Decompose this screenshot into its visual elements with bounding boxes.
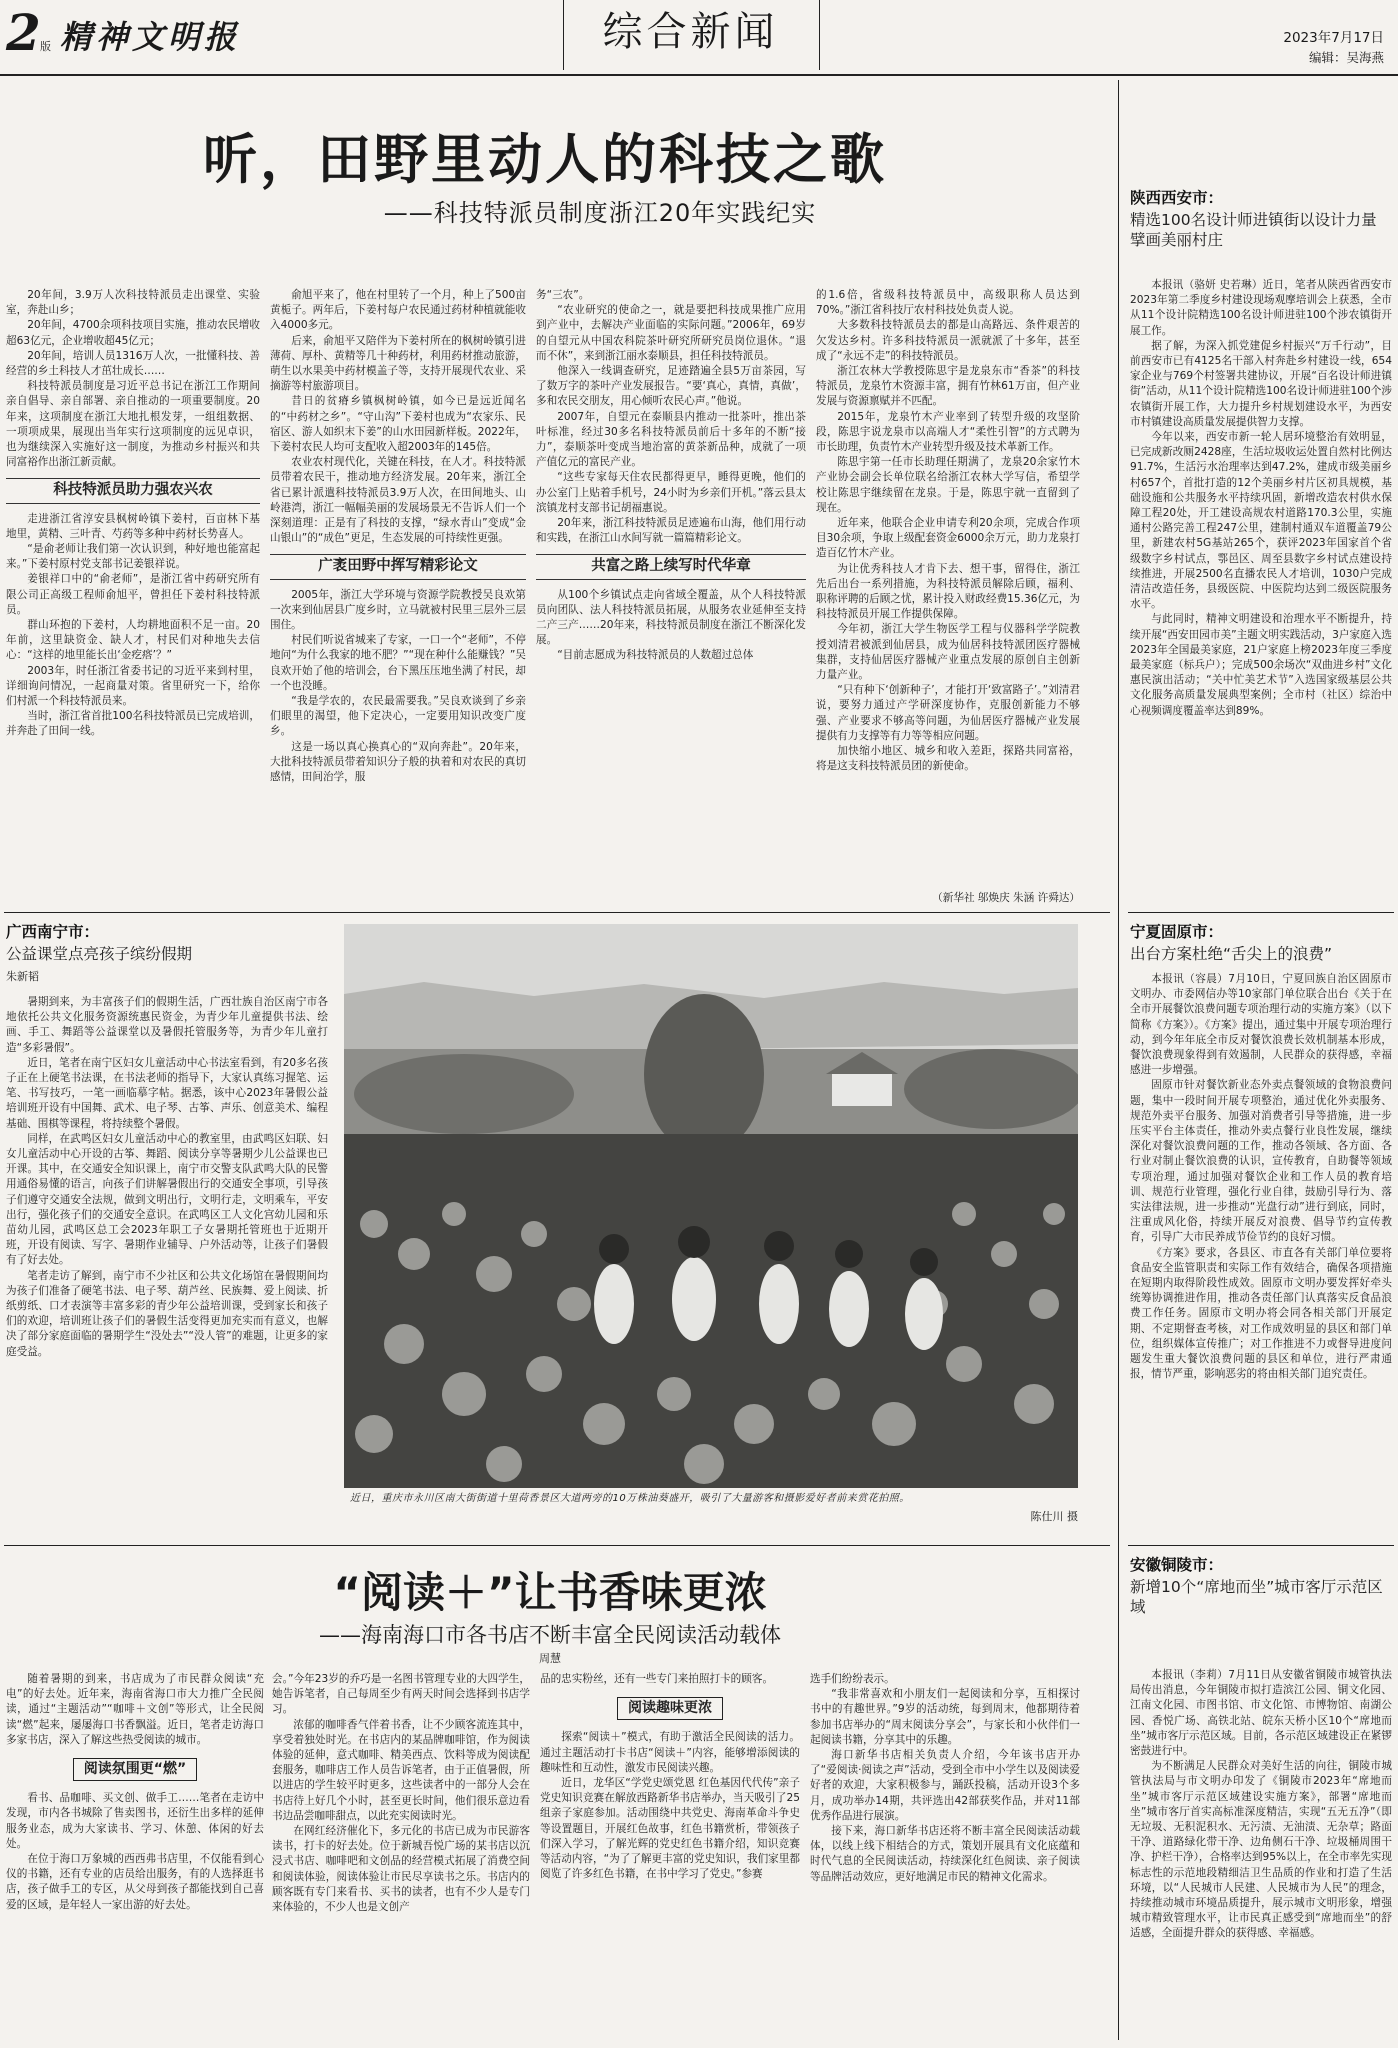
anhui-subtitle: 新增10个“席地而坐”城市客厅示范区域 <box>1130 1578 1383 1616</box>
lead-c3-p1: 务“三农”。 <box>536 289 590 301</box>
shaanxi-p4: 与此同时，精神文明建设和治理水平不断提升，持续开展“西安田园市美”主题文明实践活动，3户家庭入选2023年全国最美家庭，21户家庭上榜2023年度三季度最美家庭（标兵户）；完成500余场次“双曲进乡村”文化惠民演出活动；“关中忙美艺术节”入选国家级基层公共文化服务高质量发展典型案例；全市村（社区）综治中心视频调度覆盖率达到89%。 <box>1130 613 1392 717</box>
masthead <box>0 0 1398 78</box>
ningxia-p3: 《方案》要求，各县区、市直各有关部门单位要将食品安全监管职责和实际工作有效结合，确保各项措施在短期内取得阶段性成效。固原市文明办要发挥好牵头统筹协调推进作用，推动各责任部门认真落实反食品浪费工作任务。固原市文明办将会同各相关部门开展定期、不定期督查考核，对工作成效明显的县区和部门单位，组织媒体宣传推广；对工作推进不力或督导进度问题发生重大餐饮浪费问题的县区和单位，进行严肃通报，情节严重，影响恶劣的将由相关部门追究责任。 <box>1130 1246 1392 1381</box>
lead-c2-p4: 农业农村现代化，关键在科技，在人才。科技特派员带着农民干，推动地方经济发展。20年来，浙江全省已累计派遣科技特派员3.9万人次，在田间地头、山岭港湾，浙江一幅幅美丽的发展场景无不告诉人们一个深刻道理：正是有了科技的支撑，“绿水青山”变成“金山银山”的“成色”更足，生态发展的可持续性更强。 <box>270 456 526 545</box>
lead-subhead-3: 共富之路上续写时代华章 <box>536 554 806 579</box>
anhui-p2: 为不断满足人民群众对美好生活的向往，铜陵市城管执法局与市文明办印发了《铜陵市2023年“席地而坐”城市客厅示范区域建设实施方案》，部署“席地而坐”城市客厅首实高标准深度精洁，实现“五无五净”（即无垃圾、无积泥积水、无污渍、无油渍、无杂草；路面干净、道路绿化带干净、边角侧石干净、垃圾桶周围干净、护栏干净），合格率达到95%以上，在全市率先实现标志性的示范地段精细洁卫生品质的作业和打造了生活环境，以“人民城市人民建、人民城市为人民”的理念，持续推动城市环境品质提升，展示城市文明形象，增强城市精致管理水平，让市民真正感受到“席地而坐”的舒适感，全面提升群众的获得感、幸福感。 <box>1130 1760 1392 1940</box>
lead-c3-p2: “农业研究的使命之一，就是要把科技成果推广应用到产业中，去解决产业面临的实际问题。”2006年，69岁的自望元从中国农科院茶叶研究所研究员岗位退休。“退而不休”，来到浙江丽水泰顺县，担任科技特派员。 <box>536 304 806 362</box>
anhui-body <box>1130 1668 1392 2042</box>
section-title: 综合新闻 <box>602 9 779 55</box>
photo-caption: 近日，重庆市永川区南大街街道十里荷香景区大道两旁的10万株油葵盛开，吸引了大量游客和摄影爱好者前来赏花拍照。 <box>350 1493 910 1504</box>
shaanxi-title: 陕西西安市： <box>1130 189 1224 207</box>
sidebar-divider-1 <box>1128 912 1394 913</box>
reading-column-1 <box>6 1672 264 2042</box>
anhui-title: 安徽铜陵市： <box>1130 1556 1224 1574</box>
lead-c2b-p4: 这是一场以真心换真心的“双向奔赴”。20年来，大批科技特派员带着知识分子般的执着和对农民的真切感情，田间治学，服 <box>270 740 526 784</box>
lead-c4-p1: 的1.6倍，省级科技特派员中，高级职称人员达到70%。”浙江省科技厅农村科技处负责人说。 <box>816 289 1080 317</box>
shaanxi-p1: 本报讯（骆妍 史若琳）近日，笔者从陕西省西安市2023年第二季度乡村建设现场观摩培训会上获悉，全市从11个设计院精选100名设计师进驻100个涉农镇街开展工作。 <box>1130 279 1392 337</box>
lead-title: 听，田野里动人的科技之歌 <box>203 128 887 191</box>
lead-column-1 <box>6 288 260 908</box>
lead-c3-p4: 2007年，自望元在泰顺县内推动一批茶叶，推出茶叶标准，经过30多名科技特派员前后十多年的不断“接力”，泰顺茶叶变成当地治富的黄茶新品种，成就了一项产值亿元的富民产业。 <box>536 410 806 469</box>
reading-c4-p1: 选手们纷纷表示。 <box>810 1673 895 1685</box>
shaanxi-body <box>1130 278 1392 908</box>
lead-c2b-p1: 2005年，浙江大学环境与资源学院教授吴良欢第一次来到仙居县广度乡时，立马就被村民里三层外三层围住。 <box>270 588 526 632</box>
lead-c4-p5: 陈思宇第一任市长助理任期满了，龙泉20余家竹木产业协会副会长单位联名给浙江农林大学写信，希望学校让陈思宇继续留在龙泉。于是，陈思宇就一直留到了现在。 <box>816 456 1080 514</box>
lead-c1b-p1: 走进浙江省淳安县枫树岭镇下姜村，百亩林下基地里，黄精、三叶青、芍药等多种中药材长势喜人。 <box>6 512 260 540</box>
lead-c1b-p6: 当时，浙江省首批100名科技特派员已完成培训，并奔赴了田间一线。 <box>6 710 260 738</box>
reading-c3b-p2: 近日，龙华区“学党史颂党恩 红色基因代代传”亲子党史知识竞赛在解放西路新华书店举办，当天吸引了25组亲子家庭参加。活动围绕中共党史、海南革命斗争史等设置题目，开展红色故事，红色书籍赏析，带领孩子们深入学习，了解光辉的党史红色书籍介绍，知识竞赛等活动内容，“为了了解更丰富的党史知识，我们家里都阅览了许多红色书籍，在书中学习了党史。”参赛 <box>540 1777 800 1881</box>
reading-c2-p2: 浓郁的咖啡香气伴着书香，让不少顾客流连其中，享受着独处时光。在书店内的某品牌咖啡馆，作为阅读体验的延伸，意式咖啡、精美西点、饮料等成为阅读配套服务，咖啡店工作人员告诉笔者，由于正值暑假，所以进店的学生较平时更多，这些读者中的一部分人会在书店待上好几个小时，甚至更长时间，他们很乐意边看书边品尝咖啡甜点，以此充实阅读时光。 <box>272 1718 530 1822</box>
lead-c4-p9: “只有种下‘创新种子’，才能打开‘致富路子’。”刘清君说，要努力通过产学研深度协作，克服创新能力不够强、产业要求不够高等问题，为仙居医疗器械产业发展提供有力支撑等有力等等相应问题。 <box>816 684 1080 742</box>
lead-c4-p6: 近年来，他联合企业申请专利20余项，完成合作项目30余项，争取上级配套资金6000余万元，助力龙泉打造百亿竹木产业。 <box>816 517 1080 560</box>
reading-c4-p2: “我非常喜欢和小朋友们一起阅读和分享，互相探讨书中的有趣世界。”9岁的活动统，每到周末，他都期待着参加书店举办的“周末阅读分享会”，与家长和小伙伴们一起阅读书籍，分享其中的乐趣。 <box>810 1688 1080 1746</box>
middle-bottom-rule <box>4 1545 1110 1546</box>
lead-c4-p4: 2015年，龙泉竹木产业率到了转型升级的攻坚阶段，陈思宇说龙泉市以高端人才“柔性引智”的方式聘为市长助理，负责竹木产业转型升级及技术革新工作。 <box>816 410 1080 454</box>
lead-c2-p3: 昔日的贫瘠乡镇枫树岭镇，如今已是远近闻名的“中药材之乡”。“守山沟”下姜村也成为“农家乐、民宿区、游人如织末下姜”的山水田园新样板。2022年，下姜村农民人均可支配收入超2003年的145倍。 <box>270 395 526 454</box>
lead-c3-p6: 20年来，浙江科技特派员足迹遍布山海，他们用行动和实践，在浙江山水间写就一篇篇精彩论文。 <box>536 517 806 545</box>
reading-subtitle: ——海南海口市各书店不断丰富全民阅读活动载体 <box>319 1623 781 1647</box>
lead-column-4 <box>816 288 1080 888</box>
news-photo <box>344 924 1078 1488</box>
shaanxi-p2: 据了解，为深入抓党建促乡村振兴“万千行动”，目前西安市已有4125名干部入村奔赴乡村建设一线，654家企业与769个村签署共建协议，开展“百名设计师进镇街”活动，从11个设计院精选100名设计师进驻100个涉农镇街开展工作，大力提升乡村规划建设水平，为西安市村镇建设高质量发展提供智力支撑。 <box>1130 339 1392 428</box>
guangxi-p3: 同样，在武鸣区妇女儿童活动中心的教室里，由武鸣区妇联、妇女儿童活动中心开设的古筝、舞蹈、阅读分享等暑期少儿公益课也已开课。其中，在交通安全知识课上，南宁市交警支队武鸣大队的民警用通俗易懂的语言，向孩子们讲解暑假出行的交通安全事项，引导孩子们遵守交通安全法规，做到文明出行，文明行走，文明乘车，平安出行，强化孩子们的交通安全意识。在武鸣区工人文化宫幼儿园和乐苗幼儿园，武鸣区总工会2023年职工子女暑期托管班也于近期开班，开设有阅读、写字、暑期作业辅导、户外活动等，让孩子们暑假有了好去处。 <box>6 1132 328 1267</box>
reading-subhead-1: 阅读氛围更“燃” <box>73 1758 197 1781</box>
lead-c1-p2: 20年间，4700余项科技项目实施，推动农民增收超63亿元，企业增收超45亿元； <box>6 319 260 347</box>
ningxia-p1: 本报讯（容晨）7月10日，宁夏回族自治区固原市文明办、市委网信办等10家部门单位联合出台《关于在全市开展餐饮浪费问题专项治理行动的实施方案》（以下简称《方案》）。《方案》提出，通过集中开展专项治理行动，到今年年底全市反对餐饮浪费长效机制基本形成，餐饮浪费现象得到有效遏制，人民群众的获得感，幸福感进一步增强。 <box>1130 973 1392 1077</box>
lead-c2b-p2: 村民们听说省城来了专家，一口一个“老师”，不停地问“为什么我家的地不肥？”“现在种什么能赚钱？”吴良欢开始了他的培训会，台下黑压压地坐满了村民，却一个也没睡。 <box>270 634 526 692</box>
lead-c2b-p3: “我是学农的，农民最需要我。”吴良欢谈到了乡亲们眼里的渴望，他下定决心，一定要用知识改变广度乡。 <box>270 695 526 738</box>
lead-c3-p5: “这些专家每天住农民都得更早，睡得更晚，他们的办公室门上贴着手机号，24小时为乡亲们开机。”落云县太滨镇龙村支部书记胡福惠说。 <box>536 471 806 514</box>
reading-column-2 <box>272 1672 530 2042</box>
guangxi-title: 广西南宁市： <box>6 923 100 941</box>
lead-c1b-p5: 2003年，时任浙江省委书记的习近平来到村里，详细询问情况，一起商量对策。省里研究一下，给你们村派一个科技特派员来。 <box>6 664 260 708</box>
reading-c3b-p1: 探索“阅读＋”模式，有助于激活全民阅读的活力。通过主题活动打卡书店“阅读＋”内容，能够增添阅读的趣味性和互动性，激发市民阅读兴趣。 <box>540 1731 800 1774</box>
sidebar-rule <box>1118 80 1119 2040</box>
lead-c3b-p2: “目前志愿成为科技特派员的人数超过总体 <box>557 649 754 662</box>
masthead-rule <box>0 74 1398 76</box>
lead-c4-p7: 为让优秀科技人才肯下去、想干事，留得住，浙江先后出台一系列措施，为科技特派员解除后顾，福利、职称评聘的后顾之忧，累计投入财政经费15.36亿元，为科技特派员开展工作提供保障。 <box>816 562 1080 621</box>
lead-subhead-1: 科技特派员助力强农兴农 <box>6 478 260 503</box>
reading-title: “阅读＋”让书香味更浓 <box>333 1568 767 1617</box>
lead-c1b-p4: 群山环抱的下姜村，人均耕地面积不足一亩。20年前，这里缺资金、缺人才，村民们对种地失去信心：“这样的地里能长出‘金疙瘩’？” <box>6 619 260 662</box>
paper-name: 精神文明报 <box>60 18 241 56</box>
ningxia-p2: 固原市针对餐饮新业态外卖点餐领域的食物浪费问题，集中一段时间开展专项整治，通过优化外卖服务、规范外卖平台服务、加强对消费者引导等措施，进一步压实平台主体责任，推动外卖点餐行业良性发展，继续深化对餐饮浪费问题的工作，推动各领域、各方面、各行业对制止餐饮浪费的认识，宣传教育，自助餐等领域专项治理，通过加强对餐饮企业和工作人员的教育培训、规范行业管理，强化行业自律，鼓励引导行为、落实法律法规，进一步推动“光盘行动”进行到底，同时，注重成风化俗，持续开展反对浪费、倡导节约宣传教育，引导广大市民养成节俭节约的良好习惯。 <box>1130 1079 1392 1244</box>
reading-c2-p1: 会。”今年23岁的乔巧是一名图书管理专业的大四学生，她告诉笔者，自己每周至少有两天时间会选择到书店学习。 <box>272 1673 530 1716</box>
guangxi-p2: 近日，笔者在南宁区妇女儿童活动中心书法室看到，有20多名孩子正在上硬笔书法课，在书法老师的指导下，大家认真练习握笔、运笔、书写技巧，一笔一画临摹字帖。据悉，该中心2023年暑假公益培训班开设有中国舞、武术、电子琴、古筝、声乐、创意美术、编程基础、围棋等课程，将持续整个暑假。 <box>6 1056 328 1130</box>
shaanxi-p3: 今年以来，西安市新一轮人居环境整治有效明显，已完成新改厕2428座，生活垃圾收运处置自然村比例达91.7%，生活污水治理率达到47.2%，建成市级美丽乡村657个，首批打造的12个美丽乡村片区初具规模，基础设施和公共服务水平持续巩固，新增改造农村供水保障工程20处，开工建设高规农村道路170.3公里，实施通村公路完善工程247公里，建制村通双车道覆盖79公里，新建农村5G基站265个，获评2023年国家首个省级数字乡村试点，鄠邑区、周至县数字乡村试点建设持续推进，开展2500名直播农民人才培训，1030户完成清洁改造任务，县级医院、中医院均达到二级医院服务水平。 <box>1130 431 1392 611</box>
page-number-suffix: 版 <box>40 40 51 53</box>
guangxi-subtitle: 公益课堂点亮孩子缤纷假期 <box>6 945 193 963</box>
reading-c1-p1: 随着暑期的到来，书店成为了市民群众阅读“充电”的好去处。近年来，海南省海口市大力推广全民阅读，通过“主题活动”“咖啡＋文创”等形式，让全民阅读“燃”起来，屡屡海口书香飘溢。近日，笔者走访海口多家书店，深入了解这些热受阅读的城市。 <box>6 1673 264 1746</box>
page-number: 2 <box>6 3 41 62</box>
reading-c1b-p2: 在位于海口万象城的西西弗书店里，不仅能看到心仪的书籍，还有专业的店员给出服务，有的人选择逛书店，孩子做手工的专区，从父母到孩子都能找到自己喜爱的区域，是年轻人一家出游的好去处。 <box>6 1853 264 1911</box>
lead-byline: （新华社 邬焕庆 朱涵 许舜达） <box>932 892 1080 904</box>
guangxi-p1: 暑期到来，为丰富孩子们的假期生活，广西壮族自治区南宁市各地依托公共文化服务资源统惠民资金，为青少年儿童提供书法、绘画、手工、舞蹈等公益课堂以及暑假托管服务等，为青少年儿童打造“多彩暑假”。 <box>6 996 328 1054</box>
lead-c2-p1: 俞旭平来了，他在村里转了一个月，种上了500亩黄栀子。两年后，下姜村每户农民通过药材种植就能收入4000多元。 <box>270 289 526 332</box>
sidebar-divider-2 <box>1128 1545 1394 1546</box>
anhui-p1: 本报讯（李莉）7月11日从安徽省铜陵市城管执法局传出消息，今年铜陵市拟打造滨江公园、铜文化园、江南文化园、市图书馆、市文化馆、市博物馆、南湖公园、香悦广场、高铁北站、皖东天桥小区10个“席地而坐”城市客厅示范区域。目前，各示范区域建设正在紧锣密鼓进行中。 <box>1130 1669 1392 1758</box>
photo-credit: 陈仕川 摄 <box>1030 1510 1078 1523</box>
issue-date: 2023年7月17日 <box>1283 30 1384 46</box>
reading-column-3 <box>540 1672 800 2042</box>
ningxia-title: 宁夏固原市： <box>1130 923 1224 941</box>
lead-c4-p10: 加快缩小地区、城乡和收入差距，探路共同富裕，将是这支科技特派员团的新使命。 <box>816 745 1080 773</box>
shaanxi-subtitle: 精选100名设计师进镇街以设计力量擘画美丽村庄 <box>1130 211 1377 249</box>
lead-c4-p8: 今年初，浙江大学生物医学工程与仪器科学学院教授刘清君被派到仙居县，成为仙居科技特派团医疗器械集群，支持仙居医疗器械产业重点发展的原创自主创新力量产业。 <box>816 623 1080 682</box>
guangxi-body <box>6 995 328 1540</box>
ningxia-subtitle: 出台方案杜绝“舌尖上的浪费” <box>1130 945 1333 963</box>
reading-c1b-p1: 看书、品咖啡、买文创、做手工……笔者在走访中发现，市内各书城除了售卖图书，还衍生出多样的延伸服务业态，成为大家读书、学习、休憩、体闲的好去处。 <box>6 1792 264 1850</box>
lead-c3-p3: 他深入一线调查研究，足迹踏遍全县5万亩茶园，写了数万字的茶叶产业发展报告。“要‘真心，真情，真做’，多和农民交朋友，用心倾听农民心声。”他说。 <box>536 365 806 408</box>
reading-subhead-2: 阅读趣味更浓 <box>617 1697 723 1720</box>
ningxia-body <box>1130 972 1392 1540</box>
lead-c1-p4: 科技特派员制度是习近平总书记在浙江工作期间亲自倡导、亲自部署、亲自推动的一项重要制度。20年来，这项制度在浙江大地扎根发芽，一组组数据、一项项成果，展现出当年实行这项制度的远见卓识，也为继续深入实施好这一制度，为推动乡村振兴和共同富裕作出浙江新贡献。 <box>6 380 260 469</box>
lead-column-3 <box>536 288 806 908</box>
lead-subtitle: ——科技特派员制度浙江20年实践纪实 <box>383 199 817 227</box>
reading-column-4 <box>810 1672 1080 2042</box>
lead-c3b-p1: 从100个乡镇试点走向省域全覆盖，从个人科技特派员向团队、法人科技特派员拓展，从服务农业延伸至支持二产三产……20年来，科技特派员制度在浙江不断深化发展。 <box>536 588 806 647</box>
lead-c1b-p2: “是俞老师让我们第一次认识到，种好地也能富起来。”下姜村原村党支部书记姜银祥说。 <box>6 543 260 571</box>
lead-c4-p3: 浙江农林大学教授陈思宇是龙泉东市“香茶”的科技特派员，龙泉竹木资源丰富，拥有竹林61万亩，但产业发展与资源禀赋并不匹配。 <box>816 365 1080 408</box>
lead-c2-p2: 后来，俞旭平又陪伴为下姜村所在的枫树岭镇引进薄荷、厚朴、黄精等几十种药材，利用药材推动旅游，萌生以水果美中药材模盖子等，支持开展现代农业、采摘游等村旅游项目。 <box>270 334 526 393</box>
reading-c4-p3: 海口新华书店相关负责人介绍，今年该书店开办了“爱阅读·阅读之声”活动，受到全市中小学生以及阅读爱好者的欢迎，大家积极参与，踊跃投稿，活动开设3个多月，成功举办14期，共评选出42部获奖作品，并对11部优秀作品进行展演。 <box>810 1749 1080 1822</box>
lead-bottom-rule <box>4 912 1110 913</box>
guangxi-author: 朱新韬 <box>6 970 39 983</box>
editor-credit: 编辑：吴海燕 <box>1308 50 1384 65</box>
reading-author: 周慧 <box>539 1652 561 1665</box>
photo-sunflower-field <box>344 924 1078 1488</box>
lead-c1-p3: 20年间，培训人员1316万人次，一批懂科技、善经营的乡土科技人才茁壮成长…… <box>6 349 260 378</box>
lead-subhead-2: 广袤田野中挥写精彩论文 <box>270 554 526 579</box>
lead-c1-p1: 20年间，3.9万人次科技特派员走出课堂、实验室，奔赴山乡； <box>6 289 260 317</box>
lead-c1b-p3: 姜银祥口中的“俞老师”，是浙江省中药研究所有限公司正高级工程师俞旭平，曾担任下姜村科技特派员。 <box>6 573 260 616</box>
reading-c3-p1: 品的忠实粉丝，还有一些专门来拍照打卡的顾客。 <box>540 1673 774 1685</box>
guangxi-p4: 笔者走访了解到，南宁市不少社区和公共文化场馆在暑假期间均为孩子们准备了硬笔书法、电子琴、葫芦丝、民族舞、爱上阅读、折纸剪纸、口才表演等丰富多彩的青少年公益培训课，受到家长和孩子们的欢迎，培训班让孩子们的暑假生活变得更加充实而有意义，也解决了部分家庭面临的暑期学生“没处去”“没人管”的难题，让更多的家庭受益。 <box>6 1269 328 1358</box>
reading-c4-p4: 接下来，海口新华书店还将不断丰富全民阅读活动载体，以线上线下相结合的方式，策划开展具有文化底蕴和时代气息的全民阅读活动，持续深化红色阅读、亲子阅读等品牌活动效应，更好地满足市民的精神文化需求。 <box>810 1825 1080 1883</box>
lead-column-2 <box>270 288 526 908</box>
lead-c4-p2: 大多数科技特派员去的都是山高路远、条件艰苦的欠发达乡村。许多科技特派员一派就派了十多年，甚至成了“永远不走”的科技特派员。 <box>816 319 1080 362</box>
reading-c2-p3: 在网红经济催化下，多元化的书店已成为市民游客读书，打卡的好去处。位于新城吾悦广场的某书店以沉浸式书店、咖啡吧和文创品的经营模式拓展了消费空间和阅读体验，阅读体验让市民尽享读书之乐。书店内的顾客既有专门来看书、买书的读者，也有不少人是专门来体验的，不少人也是文创产 <box>272 1825 530 1914</box>
